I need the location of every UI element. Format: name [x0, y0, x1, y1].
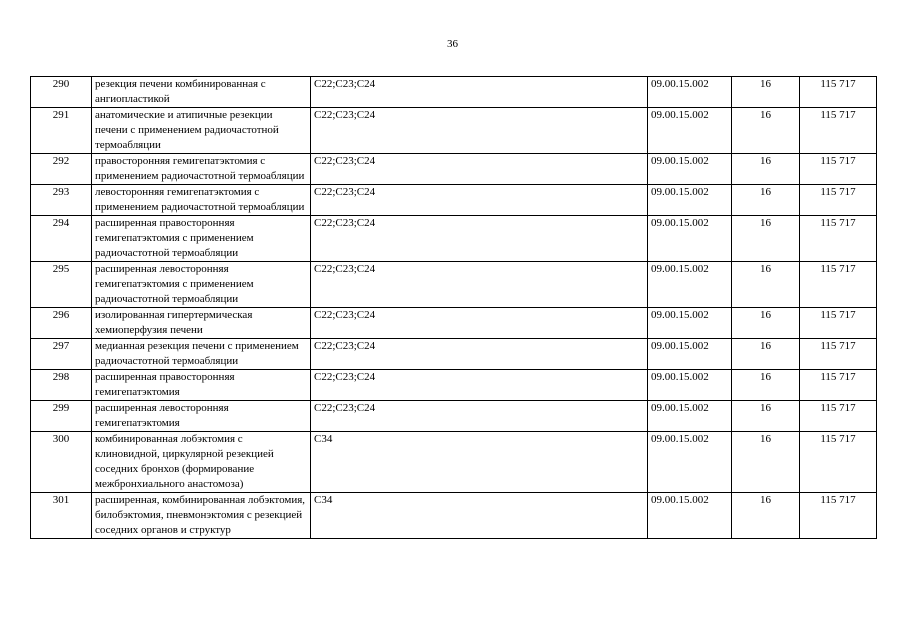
group-number-cell: 16	[732, 108, 800, 154]
icd-codes-cell: С22;С23;С24	[311, 262, 648, 308]
group-number-cell: 16	[732, 154, 800, 185]
group-number-cell: 16	[732, 77, 800, 108]
row-number-cell: 296	[31, 308, 92, 339]
row-number-cell: 291	[31, 108, 92, 154]
row-number-cell: 298	[31, 370, 92, 401]
procedures-table	[30, 76, 877, 539]
table-row	[31, 308, 877, 339]
method-name-cell: расширенная, комбинированная лобэктомия, билобэктомия, пневмонэктомия с резекцией соседних органов и структур	[92, 493, 311, 539]
cost-cell: 115 717	[800, 339, 877, 370]
table-row	[31, 370, 877, 401]
icd-codes-cell: С22;С23;С24	[311, 154, 648, 185]
icd-codes-cell: С22;С23;С24	[311, 401, 648, 432]
row-number-cell: 292	[31, 154, 92, 185]
table-row	[31, 154, 877, 185]
method-name-cell: медианная резекция печени с применением радиочастотной термоабляции	[92, 339, 311, 370]
service-code-cell: 09.00.15.002	[648, 432, 732, 493]
method-name-cell: расширенная правосторонняя гемигепатэктомия	[92, 370, 311, 401]
service-code-cell: 09.00.15.002	[648, 401, 732, 432]
icd-codes-cell: С22;С23;С24	[311, 370, 648, 401]
method-name-cell: комбинированная лобэктомия с клиновидной, циркулярной резекцией соседних бронхов (формирование межбронхиального анастомоза)	[92, 432, 311, 493]
row-number-cell: 290	[31, 77, 92, 108]
icd-codes-cell: С22;С23;С24	[311, 308, 648, 339]
icd-codes-cell: С34	[311, 432, 648, 493]
group-number-cell: 16	[732, 262, 800, 308]
table-row	[31, 432, 877, 493]
cost-cell: 115 717	[800, 370, 877, 401]
row-number-cell: 300	[31, 432, 92, 493]
row-number-cell: 299	[31, 401, 92, 432]
method-name-cell: резекция печени комбинированная с ангиопластикой	[92, 77, 311, 108]
service-code-cell: 09.00.15.002	[648, 308, 732, 339]
table-row	[31, 108, 877, 154]
table-row	[31, 493, 877, 539]
cost-cell: 115 717	[800, 262, 877, 308]
method-name-cell: расширенная левосторонняя гемигепатэктомия с применением радиочастотной термоабляции	[92, 262, 311, 308]
service-code-cell: 09.00.15.002	[648, 339, 732, 370]
icd-codes-cell: С22;С23;С24	[311, 108, 648, 154]
service-code-cell: 09.00.15.002	[648, 77, 732, 108]
group-number-cell: 16	[732, 216, 800, 262]
icd-codes-cell: С34	[311, 493, 648, 539]
method-name-cell: левосторонняя гемигепатэктомия с применением радиочастотной термоабляции	[92, 185, 311, 216]
service-code-cell: 09.00.15.002	[648, 262, 732, 308]
cost-cell: 115 717	[800, 432, 877, 493]
icd-codes-cell: С22;С23;С24	[311, 216, 648, 262]
row-number-cell: 294	[31, 216, 92, 262]
cost-cell: 115 717	[800, 185, 877, 216]
cost-cell: 115 717	[800, 108, 877, 154]
table-row	[31, 262, 877, 308]
group-number-cell: 16	[732, 432, 800, 493]
page-number: 36	[447, 38, 458, 50]
table-row	[31, 77, 877, 108]
method-name-cell: анатомические и атипичные резекции печени с применением радиочастотной термоабляции	[92, 108, 311, 154]
service-code-cell: 09.00.15.002	[648, 370, 732, 401]
group-number-cell: 16	[732, 185, 800, 216]
icd-codes-cell: С22;С23;С24	[311, 77, 648, 108]
table-body	[31, 77, 877, 539]
service-code-cell: 09.00.15.002	[648, 493, 732, 539]
group-number-cell: 16	[732, 401, 800, 432]
cost-cell: 115 717	[800, 308, 877, 339]
icd-codes-cell: С22;С23;С24	[311, 185, 648, 216]
service-code-cell: 09.00.15.002	[648, 108, 732, 154]
table-row	[31, 216, 877, 262]
cost-cell: 115 717	[800, 216, 877, 262]
cost-cell: 115 717	[800, 401, 877, 432]
cost-cell: 115 717	[800, 154, 877, 185]
cost-cell: 115 717	[800, 493, 877, 539]
row-number-cell: 293	[31, 185, 92, 216]
row-number-cell: 297	[31, 339, 92, 370]
icd-codes-cell: С22;С23;С24	[311, 339, 648, 370]
service-code-cell: 09.00.15.002	[648, 154, 732, 185]
row-number-cell: 301	[31, 493, 92, 539]
method-name-cell: расширенная правосторонняя гемигепатэктомия с применением радиочастотной термоабляции	[92, 216, 311, 262]
row-number-cell: 295	[31, 262, 92, 308]
table-row	[31, 339, 877, 370]
group-number-cell: 16	[732, 308, 800, 339]
method-name-cell: изолированная гипертермическая хемиоперфузия печени	[92, 308, 311, 339]
group-number-cell: 16	[732, 339, 800, 370]
service-code-cell: 09.00.15.002	[648, 185, 732, 216]
method-name-cell: правосторонняя гемигепатэктомия с применением радиочастотной термоабляции	[92, 154, 311, 185]
table-row	[31, 185, 877, 216]
method-name-cell: расширенная левосторонняя гемигепатэктомия	[92, 401, 311, 432]
cost-cell: 115 717	[800, 77, 877, 108]
group-number-cell: 16	[732, 370, 800, 401]
group-number-cell: 16	[732, 493, 800, 539]
service-code-cell: 09.00.15.002	[648, 216, 732, 262]
table-row	[31, 401, 877, 432]
